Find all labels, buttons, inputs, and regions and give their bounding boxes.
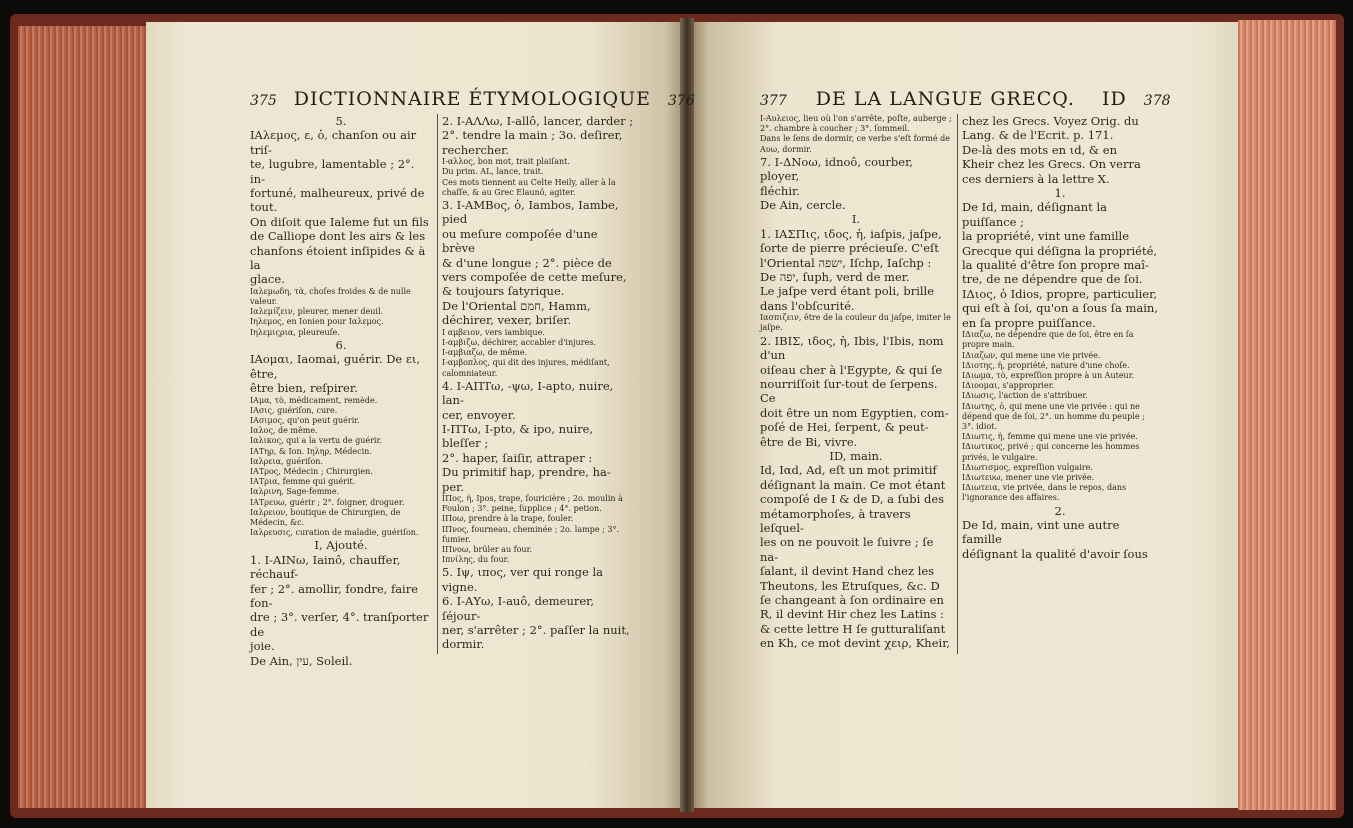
book-gutter (680, 18, 694, 812)
text-line: De l'Oriental חמם, Hamm, (442, 298, 591, 313)
section-heading: I, Ajouté. (314, 538, 368, 553)
text-line: Dans le ſens de dormir, ce verbe s'eſt formé de Αυω, dormir. (760, 134, 950, 154)
text-line: ΙΠνοω, brûler au four. (442, 544, 533, 554)
text-line: R, il devint Hir chez les Latins : (760, 607, 944, 622)
text-line: ſorte de pierre précieuſe. C'eſt (760, 241, 939, 256)
text-line: poſé de Hei, ſerpent, & peut- (760, 420, 929, 435)
section-heading: 6. (335, 337, 347, 352)
left-page-title: DICTIONNAIRE ÉTYMOLOGIQUE (293, 88, 651, 110)
text-line: ΙΠοω, prendre à la trape, fouler. (442, 514, 574, 524)
text-line: ſe changeant à ſon ordinaire en (760, 593, 944, 607)
text-line: ΙΑσις, guériſon, cure. (250, 405, 338, 415)
text-line: fortuné, malheureux, privé de (250, 186, 425, 201)
left-page-number-b: 376 (668, 93, 695, 109)
text-line: ſalant, il devint Hand chez les (760, 564, 935, 579)
text-line: ΙΑλεμος, ε, ὁ, chanſon ou air triſ- (250, 128, 417, 157)
text-line: I-αμβιζω, déchirer, accabler d'injures. (442, 337, 596, 347)
text-line: ces derniers à la lettre X. (962, 171, 1110, 186)
left-page-edges (18, 26, 146, 808)
text-line: Grecque qui déſigna la propriété, (962, 243, 1158, 258)
text-line: rechercher. (442, 142, 509, 157)
text-line: déſignant la qualité d'avoir ſous (962, 546, 1148, 561)
text-line: 2. ΙΒΙΣ, ιδος, ἡ, Ibis, l'Ibis, nom d'un (760, 333, 944, 363)
text-line: 1. I-ΑΙΝω, Iainô, chauffer, réchauf- (250, 552, 401, 582)
text-line: en Kh, ce mot devint χειρ, Kheir, (760, 636, 951, 651)
text-line: ΙΑΤρια, femme qui guérit. (250, 477, 356, 487)
text-line: Ιαλικος, qui a la vertu de guérir. (250, 436, 382, 446)
right-column-rule (957, 114, 958, 654)
text-line: De Ain, עין, Soleil. (250, 653, 353, 668)
section-heading: ID, main. (829, 448, 883, 463)
left-page-number-a: 375 (250, 93, 277, 109)
text-line: ΙΑΤρευω, guérir ; 2°. ſoigner, droguer. (250, 497, 405, 507)
text-line: dre ; 3°. verſer, 4°. tranſporter de (250, 610, 429, 639)
text-line: 2. I-ΑΛΛω, I-allô, lancer, darder ; (442, 114, 634, 128)
text-line: I-αλλος, bon mot, trait plaiſant. (442, 157, 570, 167)
left-column-rule (437, 114, 438, 654)
text-line: & toujours ſatyrique. (442, 284, 565, 299)
text-line: Du primitif hap, prendre, ha- (442, 465, 611, 480)
text-line: métamorphoſes, à travers leſquel- (760, 506, 911, 535)
text-line: ΙΑσιμος, qu'on peut guérir. (250, 415, 360, 425)
left-page-column-2 (442, 114, 634, 652)
text-line: I-Αυλειος, lieu où l'on s'arrête, poſte, auberge ; 2°. chambre à coucher ; 3°. ſommeil. (760, 114, 952, 134)
text-line: ΙΔιαζων, qui mene une vie privée. (962, 350, 1101, 360)
text-line: vers compoſée de cette meſure, (442, 270, 627, 285)
text-line: ΙΔιοτης, ἡ, propriété, nature d'une choſe. (962, 360, 1130, 370)
text-line: 4. I-ΑΠΤω, -ψω, I-apto, nuire, lan- (442, 378, 614, 408)
section-heading: I. (851, 212, 861, 227)
text-line: 6. I-ΑΥω, I-auô, demeurer, ſéjour- (442, 594, 595, 623)
text-line: Id, Ιαd, Ad, eſt un mot primitif (760, 463, 937, 478)
text-line: 2°. haper, ſaiſir, attraper : (442, 450, 593, 465)
text-line: fléchir. (760, 183, 800, 198)
text-line: ΙΠνος, fourneau, cheminée ; 2o. lampe ; 3°. fumier. (442, 524, 619, 544)
text-line: la qualité d'être ſon propre maî- (962, 258, 1149, 273)
text-line: ΙΑΤρος, Médecin ; Chirurgien. (250, 466, 373, 476)
text-line: Ιαλρευσις, curation de maladie, guériſon. (250, 528, 419, 538)
text-line: ΙΠος, ἡ, Ipos, trape, ſouricière ; 2o. moulin à Foulon ; 3°. peine, ſupplice ; 4°. petion. (442, 493, 623, 514)
text-line: déchirer, vexer, briſer. (442, 313, 572, 328)
text-line: ou meſure compoſée d'une brève (442, 226, 598, 256)
text-line: compoſé de I & de D, a ſubi des (760, 492, 945, 507)
section-heading: 2. (1054, 503, 1066, 518)
text-line: en ſa propre puiſſance. (962, 315, 1096, 330)
text-line: ner, s'arrêter ; 2°. paſſer la nuit, (442, 623, 630, 637)
text-line: ΙΔιωτικος, privé ; qui concerne les hommes privés, le vulgaire. (962, 442, 1140, 462)
text-line: ΙΔιωτισμος, expreſſion vulgaire. (962, 462, 1093, 472)
text-line: Kheir chez les Grecs. On verra (962, 157, 1141, 172)
text-line: & cette lettre H ſe gutturaliſant (760, 621, 946, 636)
text-line: nourriſſoit ſur-tout de ſerpens. Ce (760, 376, 938, 406)
section-heading: 5. (335, 114, 347, 128)
text-line: Lang. & de l'Ecrit. p. 171. (962, 128, 1114, 143)
text-line: I-ΠΤω, I-pto, & ipo, nuire, bleſſer ; (442, 421, 594, 451)
text-line: ΙΑμα, τὸ, médicament, remède. (250, 395, 378, 405)
text-line: I-αμβιαζω, de même. (442, 348, 528, 358)
text-line: Ιαλεμίζειν, pleurer, mener deuil. (250, 307, 384, 317)
text-line: te, lugubre, lamentable ; 2°. in- (250, 157, 415, 186)
text-line: 1. ΙΑΣΠις, ιδος, ἡ, iaſpis, jaſpe, (760, 226, 942, 241)
text-line: Du prim. AL, lance, trait. (442, 167, 544, 177)
text-line: Ιαλρεια, guériſon. (250, 456, 323, 466)
text-line: 3. I-ΑΜΒος, ὁ, Iambos, Iambe, pied (442, 198, 619, 227)
text-line: fer ; 2°. amollir, fondre, faire fon- (250, 581, 419, 610)
right-page-number-b: 378 (1143, 93, 1171, 109)
text-line: De-là des mots en ιd, & en (962, 142, 1117, 157)
text-line: qui eſt à ſoi, qu'on a ſous ſa main, (962, 301, 1158, 316)
text-line: ΙΑομαι, Iaomai, guérir. De ει, être, (250, 352, 421, 381)
text-line: doit être un nom Egyptien, com- (760, 405, 949, 420)
right-page-column-1 (760, 114, 952, 651)
text-line: 5. Ιψ, ιπος, ver qui ronge la vigne. (442, 565, 603, 594)
text-line: ΙΔιωτης, ὁ, qui mene une vie privée : qui ne dépend que de ſoi, 2°. un homme du peuple ; 3°. idiot. (962, 401, 1145, 431)
text-line: & d'une longue ; 2°. pièce de (442, 255, 612, 270)
text-line: I-αμβοπλος, qui dit des injures, médiſant, calomniateur. (442, 358, 610, 378)
text-line: Ιπνίλης, du four. (442, 555, 510, 565)
text-line: ΙΔιοομαι, s'approprier. (962, 381, 1055, 391)
text-line: Ιηλεμιςρια, pleureuſe. (250, 327, 340, 337)
text-line: l'Oriental ישפה, Iſchp, Iaſchp : (760, 255, 932, 270)
text-line: ΙΔιωτευω, mener une vie privée. (962, 472, 1095, 482)
text-line: De Id, main, déſignant la puiſſance ; (962, 200, 1107, 229)
text-line: Ιαλος, de même. (250, 426, 318, 436)
right-page-number-a: 377 (760, 93, 787, 109)
text-line: de Calliope dont les airs & les (250, 229, 426, 244)
text-line: Ιαλρινη, Sage-femme. (250, 487, 340, 497)
text-line: ΙΔιωμα, τὸ, expreſſion propre à un Auteur. (962, 370, 1135, 380)
right-page-edges (1238, 20, 1336, 810)
text-line: chanſons étoient inſipides & à la (250, 243, 426, 273)
left-page-column-1 (250, 114, 432, 668)
text-line: Ces mots tiennent au Celte Heily, aller à la chaſſe, & au Grec Elaunô, agiter. (442, 177, 616, 197)
text-line: per. (442, 479, 465, 494)
text-line: joie. (250, 639, 275, 654)
text-line: ΙΔιωσις, l'action de s'attribuer. (962, 391, 1088, 401)
text-line: I αμβειον, vers iambique. (442, 327, 545, 337)
right-page-title: DE LA LANGUE GRECQ. (815, 88, 1075, 110)
section-heading: 1. (1054, 186, 1066, 201)
text-line: la propriété, vint une famille (962, 229, 1130, 244)
text-line: De Id, main, vint une autre famille (962, 517, 1120, 547)
text-line: ΙΔιαζω, ne dépendre que de ſoi, être en ſa propre main. (962, 330, 1134, 350)
text-line: Ιηλεμος, en Ionien pour Ιαλεμος. (250, 317, 384, 327)
text-line: ΙΔιος, ὁ Idios, propre, particulier, (962, 286, 1158, 301)
right-page-header (760, 88, 1171, 110)
left-page-header (250, 88, 695, 110)
text-line: déſignant la main. Ce mot étant (760, 477, 946, 492)
text-line: De יפה, ſuph, verd de mer. (760, 270, 910, 285)
text-line: Le jaſpe verd étant poli, brille (760, 284, 935, 299)
text-line: être bien, reſpirer. (250, 381, 358, 396)
text-line: On diſoit que Ialeme fut un fils (250, 214, 429, 229)
text-line: oiſeau cher à l'Egypte, & qui ſe (760, 362, 943, 377)
text-line: De Ain, cercle. (760, 198, 846, 213)
text-line: ΙΔιωτις, ἡ, femme qui mene une vie privée. (962, 432, 1138, 442)
text-line: glace. (250, 272, 285, 287)
text-line: chez les Grecs. Voyez Orig. du (962, 114, 1139, 128)
text-line: dans l'obſcurité. (760, 298, 855, 313)
text-line: Theutons, les Etruſques, &c. D (760, 578, 940, 593)
right-page-section: ID (1101, 88, 1127, 110)
right-page-column-2 (962, 114, 1158, 561)
text-line: Ιαλεμωδη, τὰ, choſes froides & de nulle valeur. (250, 286, 411, 307)
text-line: 2°. tendre la main ; 3o. deſirer, (442, 128, 623, 143)
text-line: ΙΑΤηρ, & Ion. Ιηληρ, Médecin. (250, 446, 372, 456)
text-line: Ιασπιζειν, être de la couleur du jaſpe, imiter le jaſpe. (760, 313, 951, 333)
text-line: Ιαλρειον, boutique de Chirurgien, de Médecin, &c. (250, 507, 401, 527)
text-line: tout. (250, 200, 278, 215)
text-line: 7. I-ΔΝοω, idnoô, courber, ployer, (760, 154, 913, 184)
text-line: être de Bi, vivre. (760, 434, 858, 449)
text-line: ΙΔιωτεια, vie privée, dans le repos, dans l'ignorance des affaires. (962, 483, 1127, 503)
text-line: les on ne pouvoit le ſuivre ; ſe na- (760, 535, 934, 564)
text-line: cer, envoyer. (442, 407, 516, 422)
text-line: tre, de ne dépendre que de ſoi. (962, 272, 1143, 287)
text-line: dormir. (442, 637, 485, 652)
